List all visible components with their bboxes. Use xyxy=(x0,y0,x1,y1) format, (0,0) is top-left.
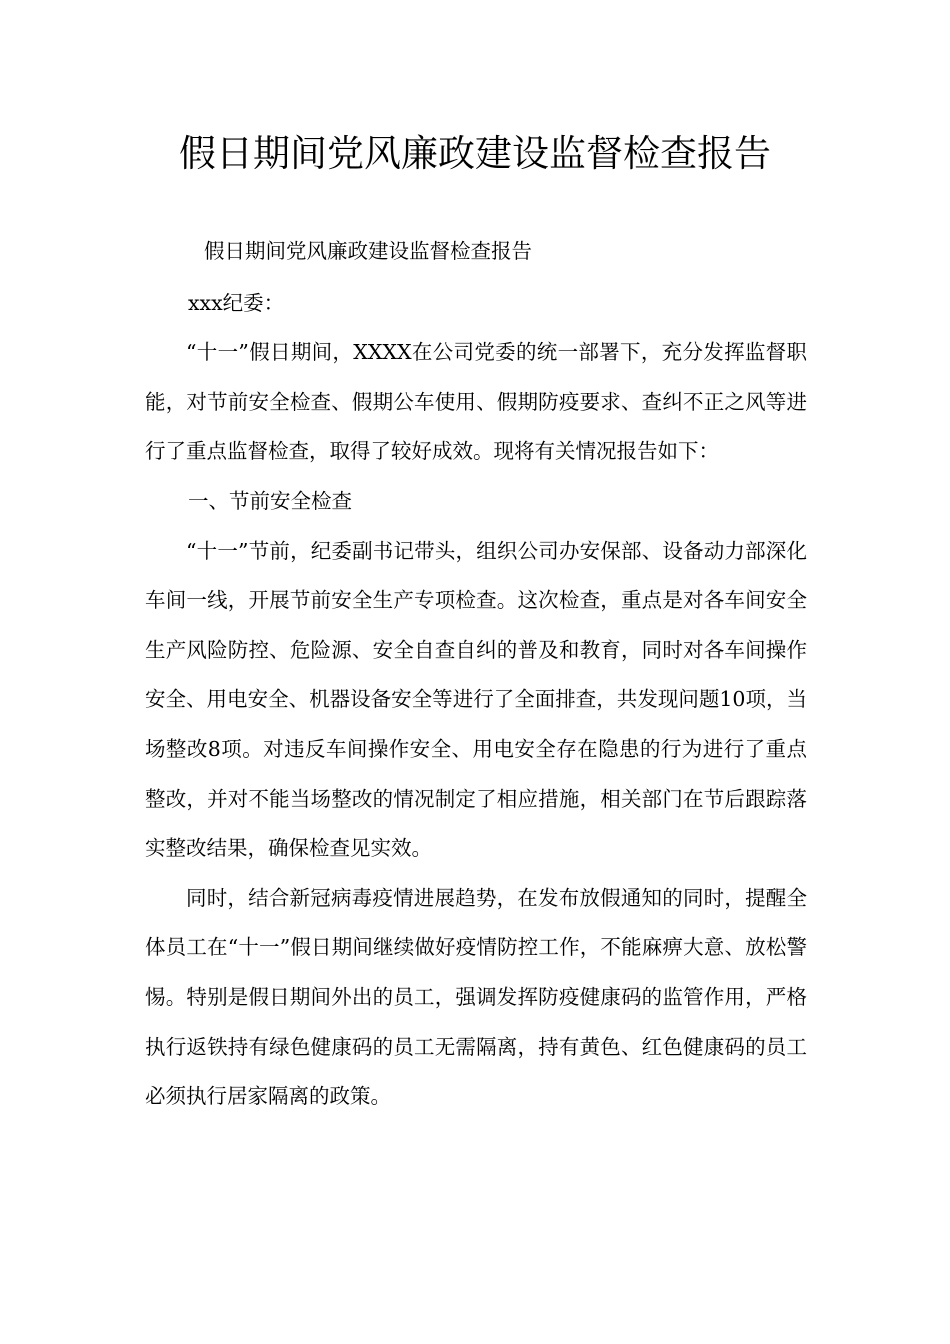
document-body xyxy=(145,227,807,1122)
intro-paragraph: “十一”假日期间，XXXX在公司党委的统一部署下，充分发挥监督职能，对节前安全检查、假期公车使用、假期防疫要求、查纠不正之风等进行了重点监督检查，取得了较好成效。现将有关情况报告如下： xyxy=(145,340,807,464)
document-title: 假日期间党风廉政建设监督检查报告 xyxy=(179,132,771,175)
epidemic-paragraph: 同时，结合新冠病毒疫情进展趋势，在发布放假通知的同时，提醒全体员工在“十一”假日期间继续做好疫情防控工作，不能麻痹大意、放松警惕。特别是假日期间外出的员工，强调发挥防疫健康码的监管作用，严格执行返铁持有绿色健康码的员工无需隔离，持有黄色、红色健康码的员工必须执行居家隔离的政策。 xyxy=(145,885,807,1109)
section-heading-1: 一、节前安全检查 xyxy=(188,488,352,513)
document-subtitle: 假日期间党风廉政建设监督检查报告 xyxy=(204,239,532,263)
section-1-paragraph: “十一”节前，纪委副书记带头，组织公司办安保部、设备动力部深化车间一线，开展节前安全生产专项检查。这次检查，重点是对各车间安全生产风险防控、危险源、安全自查自纠的普及和教育，同时对各车间操作安全、用电安全、机器设备安全等进行了全面排查，共发现问题10项，当场整改8项。对违反车间操作安全、用电安全存在隐患的行为进行了重点整改，并对不能当场整改的情况制定了相应措施，相关部门在节后跟踪落实整改结果，确保检查见实效。 xyxy=(145,538,807,861)
salutation: xxx纪委： xyxy=(188,290,285,315)
